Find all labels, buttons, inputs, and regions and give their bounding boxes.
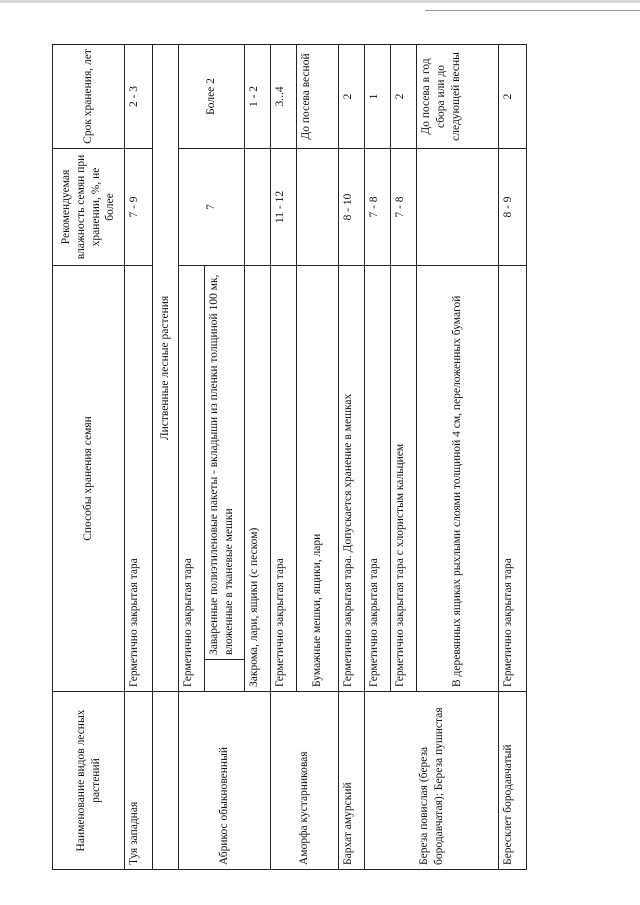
method-cell: Бумажные мешки, ящики, лари: [297, 265, 339, 691]
method-cell: Заваренные полиэтиленовые пакеты - вкладыши из пленки толщиной 100 мк, вложенные в тканевые мешки: [205, 265, 245, 659]
table-row: [499, 44, 527, 869]
table-header-row: [53, 44, 125, 869]
empty-stub: [205, 660, 245, 692]
term-cell: 2 - 3: [125, 44, 153, 148]
seed-storage-table: [52, 44, 527, 870]
humidity-cell: 11 - 12: [271, 148, 297, 265]
rotated-page: [52, 45, 572, 870]
species-cell: Аморфа кустарниковая: [271, 692, 339, 870]
term-cell: До посева в год сбора или до следующей весны: [417, 44, 499, 148]
term-cell: 1: [365, 44, 391, 148]
header-species: Наименование видов лесных растений: [53, 692, 125, 870]
method-cell: Герметично закрытая тара с хлористым кальцием: [391, 265, 417, 691]
humidity-cell: 8 - 10: [339, 148, 365, 265]
method-cell: Герметично закрытая тара: [179, 265, 205, 691]
humidity-cell: [417, 148, 499, 265]
method-cell: Герметично закрытая тара. Допускается хранение в мешках: [339, 265, 365, 691]
method-cell: Герметично закрытая тара: [499, 265, 527, 691]
header-term: Срок хранения, лет: [53, 44, 125, 148]
term-cell: 1 - 2: [245, 44, 271, 148]
term-cell: 2: [499, 44, 527, 148]
species-cell: Бархат амурский: [339, 692, 365, 870]
species-cell: Бересклет бородавчатый: [499, 692, 527, 870]
humidity-cell: 7 - 8: [365, 148, 391, 265]
term-cell: 2: [391, 44, 417, 148]
humidity-cell: [297, 148, 339, 265]
method-cell: Герметично закрытая тара: [125, 265, 153, 691]
humidity-cell: 8 - 9: [499, 148, 527, 265]
species-cell: Береза повислая (береза бородавчатая); Береза пушистая: [365, 692, 499, 870]
term-cell: Более 2: [179, 44, 245, 148]
species-cell: Абрикос обыкновенный: [179, 692, 271, 870]
table-row: [125, 44, 153, 869]
humidity-cell: 7 - 8: [391, 148, 417, 265]
method-cell: Закрома, лари, ящики (с песком): [245, 265, 271, 691]
header-methods: Способы хранения семян: [53, 265, 125, 691]
section-row: [153, 44, 179, 869]
method-cell: В деревянных ящиках рыхлыми слоями толщиной 4 см, переложенных бумагой: [417, 265, 499, 691]
section-stub: [153, 692, 179, 870]
term-cell: 2: [339, 44, 365, 148]
table-row: [179, 44, 205, 869]
humidity-cell: [245, 148, 271, 265]
species-cell: Туя западная: [125, 692, 153, 870]
term-cell: 3...4: [271, 44, 297, 148]
scan-edge-line: [425, 10, 640, 11]
method-cell: Герметично закрытая тара: [271, 265, 297, 691]
table-row: [365, 44, 391, 869]
scan-top-edge: [0, 0, 640, 3]
table-row: [271, 44, 297, 869]
table-row: [339, 44, 365, 869]
header-humidity: Рекомендуемая влажность семян при хранении, %, не более: [53, 148, 125, 265]
section-title: Лиственные лесные растения: [153, 44, 179, 691]
method-cell: Герметично закрытая тара: [365, 265, 391, 691]
term-cell: До посева весной: [297, 44, 339, 148]
humidity-cell: 7: [179, 148, 245, 265]
humidity-cell: 7 - 9: [125, 148, 153, 265]
